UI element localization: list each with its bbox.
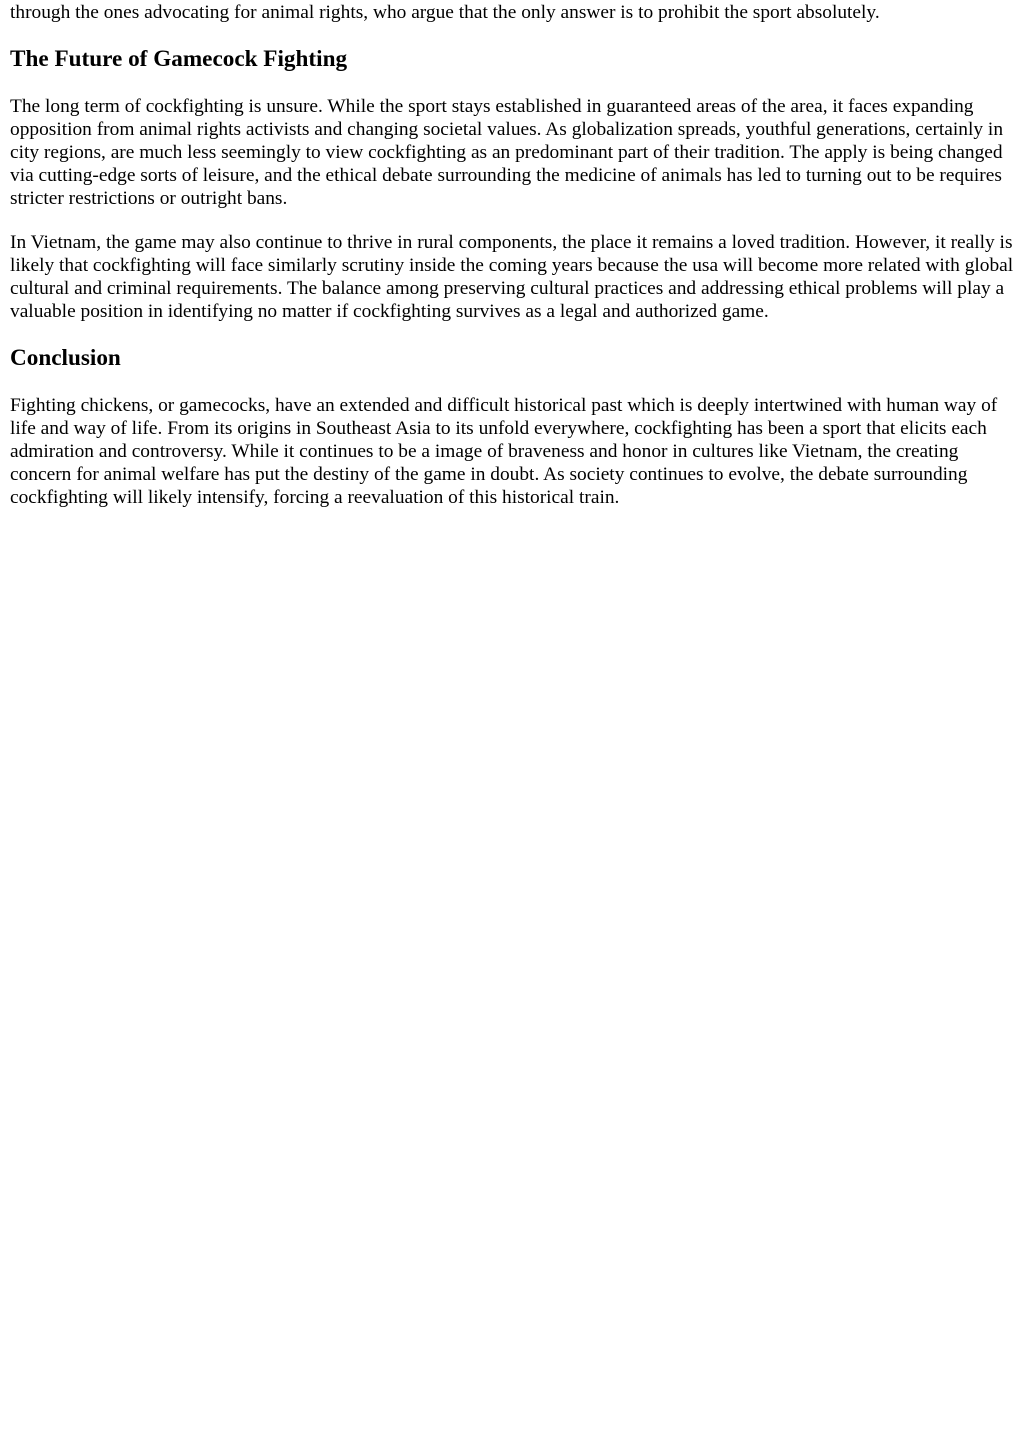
intro-paragraph-tail: through the ones advocating for animal rights, who argue that the only answer is to prohibit the sport absolutely. [10, 2, 880, 23]
conclusion-paragraph: Fighting chickens, or gamecocks, have an extended and difficult historical past which is deeply intertwined with human way of life and way of life. From its origins in Southeast Asia to its unfold everywhere, cockfighting has been a sport that elicits each admiration and controversy. While it continues to be a image of braveness and honor in cultures like Vietnam, the creating concern for animal welfare has put the destiny of the game in doubt. As society continues to evolve, the debate surrounding cockfighting will likely intensify, forcing a reevaluation of this historical train. [10, 394, 998, 509]
article-body [10, 0, 1014, 509]
section-heading-conclusion: Conclusion [10, 344, 121, 371]
future-paragraph-2: In Vietnam, the game may also continue to thrive in rural components, the place it remains a loved tradition. However, it really is likely that cockfighting will face similarly scrutiny inside the coming years because the usa will become more related with global cultural and criminal requirements. The balance among preserving cultural practices and addressing ethical problems will play a valuable position in identifying no matter if cockfighting survives as a legal and authorized game. [10, 231, 1014, 322]
section-heading-future: The Future of Gamecock Fighting [10, 46, 348, 73]
future-paragraph-1: The long term of cockfighting is unsure. While the sport stays established in guaranteed areas of the area, it faces expanding opposition from animal rights activists and changing societal values. As globalization spreads, youthful generations, certainly in city regions, are much less seemingly to view cockfighting as an predominant part of their tradition. The apply is being changed via cutting-edge sorts of leisure, and the ethical debate surrounding the medicine of animals has led to turning out to be requires stricter restrictions or outright bans. [10, 96, 1004, 210]
